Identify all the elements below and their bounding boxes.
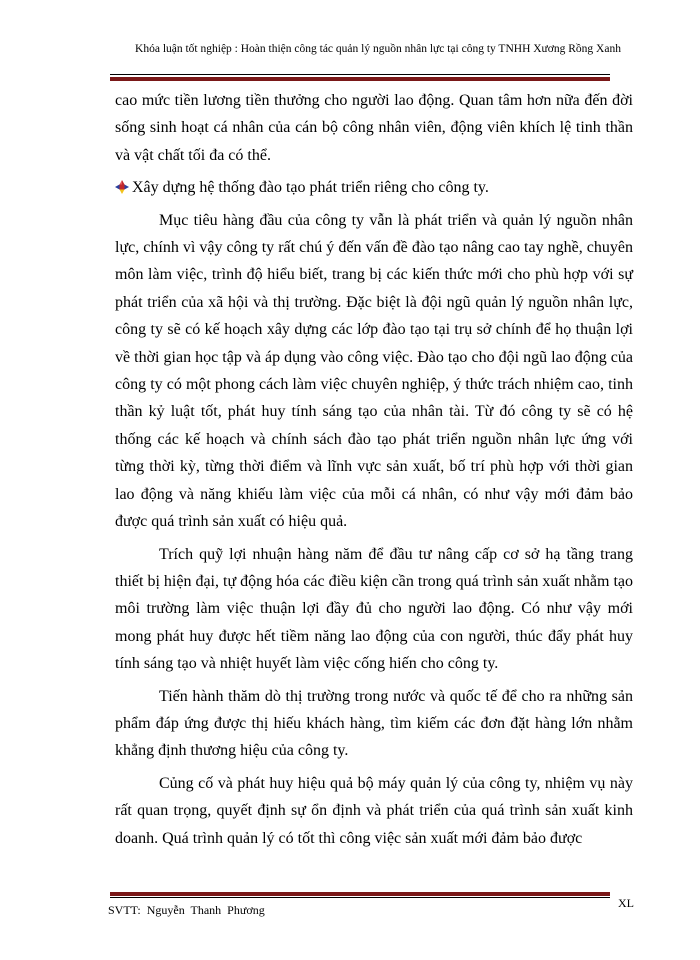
footer-rule-thick: [110, 892, 610, 896]
header-rule-thick: [110, 77, 610, 81]
page-header: [108, 42, 648, 56]
header-rule-thin: [110, 74, 610, 75]
footer-author: SVTT: Nguyễn Thanh Phương: [108, 903, 265, 917]
bullet-heading: Xây dựng hệ thống đào tạo phát triển riêng cho công ty.: [132, 179, 489, 197]
paragraph-profit-fund: Trích quỹ lợi nhuận hàng năm để đầu tư nâng cấp cơ sở hạ tầng trang thiết bị hiện đại, tự động hóa các điều kiện cần trong quá trình sản xuất nhằm tạo môi trường làm việc thuận lợi đầy đủ cho người lao động. Có như vậy mới mong phát huy được hết tiềm năng lao động của con người, thúc đẩy phát huy tính sáng tạo và nhiệt huyết làm việc cống hiến cho công ty.: [115, 545, 633, 673]
paragraph-management: Củng cố và phát huy hiệu quả bộ máy quản lý của công ty, nhiệm vụ này rất quan trọng, quyết định sự ổn định và phát triển của quá trình sản xuất kinh doanh. Quá trình quản lý có tốt thì công việc sản xuất mới đảm bảo được: [115, 774, 633, 847]
paragraph-training: Mục tiêu hàng đầu của công ty vẫn là phát triển và quản lý nguồn nhân lực, chính vì vậy công ty rất chú ý đến vấn đề đào tạo nâng cao tay nghề, chuyên môn làm việc, trình độ hiểu biết, trang bị các kiến thức mới cho phù hợp với sự phát triển của xã hội và thị trường. Đặc biệt là đội ngũ quản lý nguồn nhân lực, công ty sẽ có kế hoạch xây dựng các lớp đào tạo tại trụ sở chính để họ thuận lợi về thời gian học tập và áp dụng vào công việc. Đào tạo cho đội ngũ lao động của công ty có một phong cách làm việc chuyên nghiệp, ý thức trách nhiệm cao, tinh thần kỷ luật tốt, phát huy tính sáng tạo của nhân tài. Từ đó công ty sẽ có hệ thống các kế hoạch và chính sách đào tạo phát triển nguồn nhân lực ứng với từng thời kỳ, từng thời điểm và lĩnh vực sản xuất, bố trí phù hợp với thời gian lao động và năng khiếu làm việc của mỗi cá nhân, có như vậy mới đảm bảo được quá trình sản xuất có hiệu quả.: [115, 211, 633, 531]
page-number: XL: [618, 896, 634, 910]
header-title: Khóa luận tốt nghiệp : Hoàn thiện công tác quản lý nguồn nhân lực tại công ty TNHH Xương Rồng Xanh: [135, 43, 621, 55]
arrow-bullet-icon: [115, 180, 129, 194]
document-body: [115, 87, 633, 857]
paragraph-market-research: Tiến hành thăm dò thị trường trong nước và quốc tế để cho ra những sản phẩm đáp ứng được thị hiếu khách hàng, tìm kiếm các đơn đặt hàng lớn nhằm khẳng định thương hiệu của công ty.: [115, 687, 633, 760]
bullet-heading-line: [115, 174, 633, 201]
footer-rule-thin: [110, 897, 610, 898]
paragraph-continuation: cao mức tiền lương tiền thưởng cho người lao động. Quan tâm hơn nữa đến đời sống sinh hoạt cá nhân của cán bộ công nhân viên, động viên khích lệ tinh thần và vật chất tối đa có thể.: [115, 92, 633, 164]
